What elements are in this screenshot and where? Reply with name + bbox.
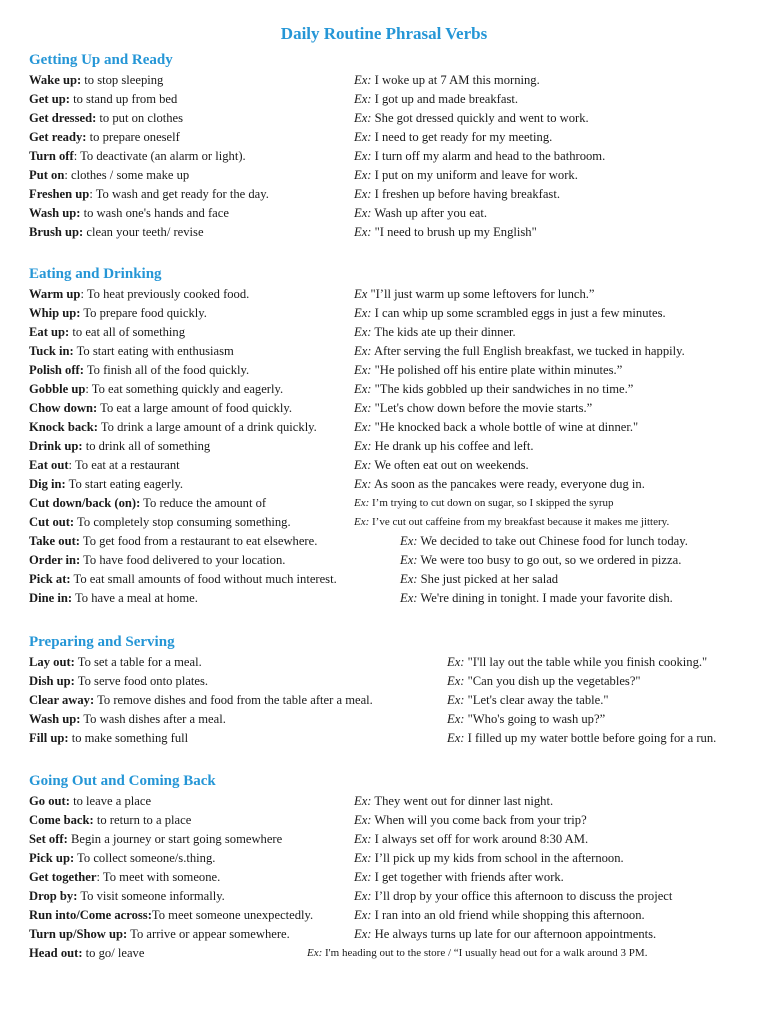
example-label: Ex: — [447, 693, 465, 707]
definition: To wash dishes after a meal. — [80, 712, 226, 726]
example-text: After serving the full English breakfast, we tucked in happily. — [373, 344, 685, 358]
list-item — [29, 906, 759, 925]
example-label: Ex: — [354, 870, 372, 884]
section-going-out-and-coming-back — [29, 770, 759, 963]
definition: : To heat previously cooked food. — [80, 287, 250, 301]
section-eating-and-drinking — [29, 263, 759, 608]
example — [354, 887, 672, 906]
phrasal-verb: Get dressed: — [29, 111, 97, 125]
definition: : To deactivate (an alarm or light). — [73, 149, 246, 163]
phrasal-verb: Dig in: — [29, 477, 66, 491]
definition: to leave a place — [69, 794, 152, 808]
phrasal-verb: Get ready: — [29, 130, 87, 144]
definition: : To meet with someone. — [96, 870, 221, 884]
example — [354, 494, 614, 513]
example-label: Ex: — [354, 477, 372, 491]
list-item — [29, 494, 759, 513]
example — [354, 90, 518, 109]
list-item — [29, 532, 759, 551]
phrasal-verb: Dish up: — [29, 674, 75, 688]
definition: To remove dishes and food from the table after a meal. — [94, 693, 373, 707]
definition: : To eat something quickly and eagerly. — [85, 382, 284, 396]
example-label: Ex: — [354, 813, 372, 827]
phrasal-verb: Chow down: — [29, 401, 98, 415]
example-text: I got up and made breakfast. — [374, 92, 519, 106]
example-label: Ex: — [354, 516, 370, 528]
list-item — [29, 304, 759, 323]
phrasal-verb: Brush up: — [29, 225, 84, 239]
example-label: Ex: — [354, 908, 372, 922]
list-item — [29, 691, 759, 710]
definition: To start eating with enthusiasm — [73, 344, 234, 358]
example-label: Ex: — [354, 851, 372, 865]
example — [354, 399, 592, 418]
example — [354, 323, 516, 342]
definition: to wash one's hands and face — [80, 206, 229, 220]
list-item — [29, 868, 759, 887]
list-item — [29, 653, 759, 672]
example-text: I always set off for work around 8:30 AM. — [374, 832, 589, 846]
definition: : To wash and get ready for the day. — [89, 187, 269, 201]
definition: To drink a large amount of a drink quickly. — [97, 420, 317, 434]
phrasal-verb: Tuck in: — [29, 344, 74, 358]
example-text: "Can you dish up the vegetables?" — [467, 674, 641, 688]
definition: : To eat at a restaurant — [68, 458, 180, 472]
example-text: The kids ate up their dinner. — [374, 325, 516, 339]
page-title: Daily Routine Phrasal Verbs — [280, 24, 488, 43]
example — [354, 223, 537, 242]
example — [354, 830, 588, 849]
example-label: Ex: — [354, 92, 372, 106]
phrasal-verb: Wash up: — [29, 712, 81, 726]
list-item — [29, 223, 759, 242]
list-item — [29, 710, 759, 729]
phrasal-verb: Wake up: — [29, 73, 82, 87]
example — [400, 570, 558, 589]
example-text: I’ll drop by your office this afternoon to discuss the project — [374, 889, 673, 903]
definition: to go/ leave — [82, 946, 145, 960]
example-label: Ex: — [354, 73, 372, 87]
example — [447, 691, 609, 710]
example — [354, 147, 605, 166]
example-label: Ex: — [354, 832, 372, 846]
definition: To prepare food quickly. — [80, 306, 207, 320]
example — [354, 849, 624, 868]
example-text: "Let's chow down before the movie starts.” — [374, 401, 593, 415]
section-getting-up-and-ready — [29, 49, 759, 242]
list-item — [29, 830, 759, 849]
phrasal-verb: Polish off: — [29, 363, 84, 377]
definition: clean your teeth/ revise — [83, 225, 204, 239]
example — [354, 513, 669, 532]
phrasal-verb: Head out: — [29, 946, 83, 960]
example-label: Ex: — [447, 712, 465, 726]
example-label: Ex: — [400, 591, 418, 605]
example-text: I filled up my water bottle before going for a run. — [467, 731, 717, 745]
example-label: Ex: — [354, 130, 372, 144]
example-label: Ex: — [354, 187, 372, 201]
example — [400, 589, 673, 608]
example-label: Ex: — [354, 306, 372, 320]
example-text: "I'll lay out the table while you finish cooking." — [467, 655, 708, 669]
definition: To eat a large amount of food quickly. — [97, 401, 292, 415]
example-label: Ex: — [354, 363, 372, 377]
example-text: He always turns up late for our afternoon appointments. — [374, 927, 657, 941]
phrasal-verb: Dine in: — [29, 591, 73, 605]
example-label: Ex: — [354, 111, 372, 125]
list-item — [29, 399, 759, 418]
example-text: "The kids gobbled up their sandwiches in no time.” — [374, 382, 634, 396]
example-text: "I need to brush up my English" — [374, 225, 537, 239]
phrasal-verb: Come back: — [29, 813, 94, 827]
phrasal-verb: Warm up — [29, 287, 81, 301]
definition: to eat all of something — [69, 325, 186, 339]
example — [447, 710, 605, 729]
section-heading: Getting Up and Ready — [29, 52, 173, 68]
example-text: I’ll pick up my kids from school in the afternoon. — [374, 851, 624, 865]
phrasal-verb: Set off: — [29, 832, 68, 846]
example-text: I’m trying to cut down on sugar, so I skipped the syrup — [372, 497, 614, 509]
definition: To reduce the amount of — [140, 496, 267, 510]
definition: to stop sleeping — [81, 73, 164, 87]
example-text: As soon as the pancakes were ready, everyone dug in. — [373, 477, 645, 491]
example — [400, 532, 688, 551]
phrasal-verb: Put on — [29, 168, 65, 182]
example-label: Ex: — [354, 149, 372, 163]
definition: To have a meal at home. — [72, 591, 198, 605]
example — [354, 185, 560, 204]
example-text: Wash up after you eat. — [374, 206, 488, 220]
section-heading: Eating and Drinking — [29, 266, 162, 282]
phrasal-verb: Whip up: — [29, 306, 81, 320]
list-item — [29, 185, 759, 204]
list-item — [29, 589, 759, 608]
example-text: "I’ll just warm up some leftovers for lunch.” — [370, 287, 595, 301]
phrasal-verb: Turn off — [29, 149, 74, 163]
example-text: I can whip up some scrambled eggs in just a few minutes. — [374, 306, 666, 320]
definition: To set a table for a meal. — [74, 655, 202, 669]
definition: To finish all of the food quickly. — [83, 363, 250, 377]
phrasal-verb: Drop by: — [29, 889, 78, 903]
phrasal-verb: Pick up: — [29, 851, 75, 865]
definition: to return to a place — [93, 813, 192, 827]
example-label: Ex: — [400, 553, 418, 567]
phrasal-verb: Eat up: — [29, 325, 70, 339]
definition: To eat small amounts of food without much interest. — [70, 572, 337, 586]
example — [354, 361, 622, 380]
example — [354, 792, 553, 811]
example-text: When will you come back from your trip? — [374, 813, 587, 827]
example-label: Ex: — [354, 206, 372, 220]
example — [354, 285, 595, 304]
section-heading: Preparing and Serving — [29, 634, 175, 650]
example-text: "He polished off his entire plate within minutes.” — [374, 363, 623, 377]
definition: To serve food onto plates. — [74, 674, 209, 688]
list-item — [29, 109, 759, 128]
example-label: Ex: — [447, 655, 465, 669]
example-label: Ex: — [354, 927, 372, 941]
list-item — [29, 342, 759, 361]
example — [354, 456, 529, 475]
phrasal-verb: Run into/Come across: — [29, 908, 152, 922]
example-label: Ex: — [354, 225, 372, 239]
example — [354, 128, 552, 147]
example-label: Ex: — [354, 401, 372, 415]
list-item — [29, 128, 759, 147]
example-text: She just picked at her salad — [420, 572, 559, 586]
definition: To collect someone/s.thing. — [74, 851, 216, 865]
example-text: I’ve cut out caffeine from my breakfast because it makes me jittery. — [372, 516, 670, 528]
definition: To completely stop consuming something. — [74, 515, 291, 529]
section-preparing-and-serving — [29, 631, 759, 748]
definition: to make something full — [68, 731, 189, 745]
example-label: Ex: — [400, 572, 418, 586]
example-text: "He knocked back a whole bottle of wine at dinner." — [374, 420, 639, 434]
list-item — [29, 925, 759, 944]
example-text: We often eat out on weekends. — [374, 458, 529, 472]
example-label: Ex: — [447, 731, 465, 745]
example-text: He drank up his coffee and left. — [374, 439, 534, 453]
list-item — [29, 792, 759, 811]
example — [354, 925, 656, 944]
section-heading: Going Out and Coming Back — [29, 773, 216, 789]
list-item — [29, 166, 759, 185]
example-text: "Let's clear away the table." — [467, 693, 609, 707]
phrasal-verb: Cut out: — [29, 515, 75, 529]
phrasal-verb: Drink up: — [29, 439, 83, 453]
phrasal-verb: Fill up: — [29, 731, 69, 745]
phrasal-verb: Cut down/back (on): — [29, 496, 141, 510]
example-label: Ex: — [354, 325, 372, 339]
example-text: We're dining in tonight. I made your favorite dish. — [420, 591, 673, 605]
example — [354, 437, 534, 456]
definition: To arrive or appear somewhere. — [127, 927, 290, 941]
example-label: Ex — [354, 287, 368, 301]
definition: to stand up from bed — [69, 92, 178, 106]
phrasal-verb: Get together — [29, 870, 97, 884]
phrasal-verb: Take out: — [29, 534, 80, 548]
example — [354, 342, 685, 361]
list-item — [29, 323, 759, 342]
phrasal-verb: Go out: — [29, 794, 70, 808]
example — [447, 729, 716, 748]
example — [354, 166, 578, 185]
example-label: Ex: — [354, 458, 372, 472]
example-label: Ex: — [354, 497, 370, 509]
phrasal-verb: Turn up/Show up: — [29, 927, 128, 941]
example — [354, 418, 638, 437]
example-text: I need to get ready for my meeting. — [374, 130, 553, 144]
definition: : clothes / some make up — [64, 168, 190, 182]
example-label: Ex: — [354, 420, 372, 434]
definition: To visit someone informally. — [77, 889, 225, 903]
example — [354, 304, 666, 323]
example — [307, 944, 647, 963]
phrasal-verb: Clear away: — [29, 693, 95, 707]
definition: Begin a journey or start going somewhere — [67, 832, 283, 846]
example-text: I turn off my alarm and head to the bathroom. — [374, 149, 606, 163]
example — [354, 204, 487, 223]
list-item — [29, 513, 759, 532]
example-label: Ex: — [354, 168, 372, 182]
phrasal-verb: Knock back: — [29, 420, 98, 434]
phrasal-verb: Gobble up — [29, 382, 86, 396]
list-item — [29, 90, 759, 109]
example-label: Ex: — [354, 344, 372, 358]
example — [354, 475, 645, 494]
example — [400, 551, 681, 570]
list-item — [29, 285, 759, 304]
list-item — [29, 672, 759, 691]
list-item — [29, 361, 759, 380]
example — [354, 906, 645, 925]
example-text: I'm heading out to the store / “I usually head out for a walk around 3 PM. — [325, 947, 648, 959]
example-label: Ex: — [354, 439, 372, 453]
phrasal-verb: Get up: — [29, 92, 70, 106]
example-text: I freshen up before having breakfast. — [374, 187, 560, 201]
list-item — [29, 456, 759, 475]
example — [354, 811, 587, 830]
example-label: Ex: — [354, 889, 372, 903]
example-text: I ran into an old friend while shopping this afternoon. — [374, 908, 645, 922]
list-item — [29, 418, 759, 437]
example-label: Ex: — [354, 382, 372, 396]
phrasal-verb: Order in: — [29, 553, 81, 567]
phrasal-verb: Lay out: — [29, 655, 75, 669]
example-label: Ex: — [307, 947, 323, 959]
example — [354, 109, 589, 128]
example-label: Ex: — [400, 534, 418, 548]
definition: to drink all of something — [82, 439, 211, 453]
example — [447, 672, 641, 691]
example-label: Ex: — [354, 794, 372, 808]
list-item — [29, 147, 759, 166]
list-item — [29, 729, 759, 748]
phrasal-verb: Wash up: — [29, 206, 81, 220]
definition: To have food delivered to your location. — [80, 553, 286, 567]
example — [447, 653, 707, 672]
definition: to prepare oneself — [86, 130, 180, 144]
example-text: She got dressed quickly and went to work. — [374, 111, 589, 125]
example-text: We were too busy to go out, so we ordered in pizza. — [420, 553, 682, 567]
example-text: I get together with friends after work. — [374, 870, 564, 884]
list-item — [29, 849, 759, 868]
list-item — [29, 437, 759, 456]
example-label: Ex: — [447, 674, 465, 688]
list-item — [29, 811, 759, 830]
example — [354, 868, 564, 887]
list-item — [29, 71, 759, 90]
example-text: I woke up at 7 AM this morning. — [374, 73, 540, 87]
phrasal-verb: Eat out — [29, 458, 69, 472]
list-item — [29, 887, 759, 906]
definition: to put on clothes — [96, 111, 184, 125]
example — [354, 380, 633, 399]
definition: To meet someone unexpectedly. — [151, 908, 314, 922]
example-text: We decided to take out Chinese food for lunch today. — [420, 534, 688, 548]
example-text: "Who's going to wash up?” — [467, 712, 606, 726]
definition: To get food from a restaurant to eat elsewhere. — [79, 534, 318, 548]
list-item — [29, 551, 759, 570]
list-item — [29, 380, 759, 399]
phrasal-verb: Freshen up — [29, 187, 90, 201]
example-text: They went out for dinner last night. — [374, 794, 554, 808]
definition: To start eating eagerly. — [65, 477, 184, 491]
list-item — [29, 475, 759, 494]
list-item — [29, 204, 759, 223]
example — [354, 71, 540, 90]
example-text: I put on my uniform and leave for work. — [374, 168, 578, 182]
list-item — [29, 944, 759, 963]
phrasal-verb: Pick at: — [29, 572, 71, 586]
list-item — [29, 570, 759, 589]
